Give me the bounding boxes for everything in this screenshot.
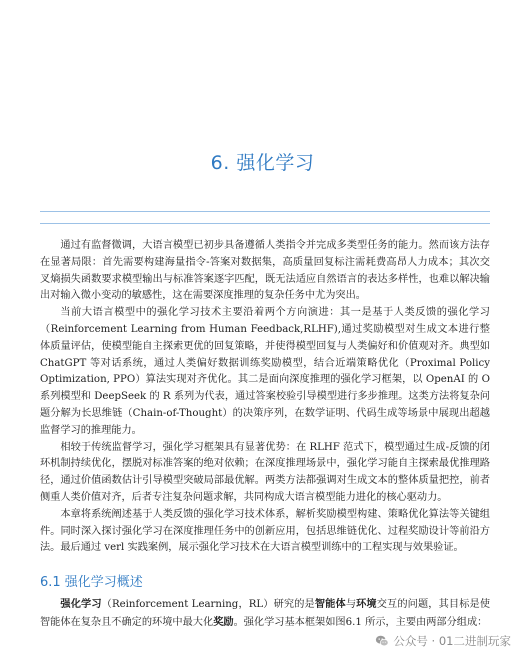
term-agent: 智能体	[314, 598, 346, 611]
term-reward: 奖励	[213, 615, 234, 628]
paragraph: 相较于传统监督学习，强化学习框架具有显著优势：在 RLHF 范式下，模型通过生成-反馈的闭环机制持续优化，摆脱对标准答案的绝对依赖；在深度推理场景中，强化学习能自主探索最优推理路径，通过价值函数估计引导模型突破局部最优解。两类方法都强调对生成文本的整体质量把控，前者侧重人类价值对齐，后者专注复杂问题求解，共同构成大语言模型能力进化的核心驱动力。	[40, 441, 490, 503]
intro-text: 交互的问题，其目标是使智能体在复杂且不确定的环境中最大化	[40, 599, 491, 628]
page-content	[40, 238, 490, 632]
divider-line	[40, 223, 490, 224]
term-rl: 强化学习	[60, 598, 102, 611]
section-intro-paragraph	[40, 596, 490, 632]
wechat-icon	[375, 634, 389, 648]
paragraph: 通过有监督微调，大语言模型已初步具备遵循人类指令并完成多类型任务的能力。然而该方法存在显著局限：首先需要构建海量指令-答案对数据集，高质量回复标注需耗费高昂人力成本；其次交叉熵损失函数要求模型输出与标准答案逐字匹配，既无法适应自然语言的表达多样性，也难以解决输出对输入微小变动的敏感性，这在需要深度推理的复杂任务中尤为突出。	[40, 240, 490, 302]
watermark	[375, 633, 511, 649]
chapter-title: 6. 强化学习	[210, 152, 315, 174]
divider-line	[40, 211, 490, 212]
paragraph: 本章将系统阐述基于人类反馈的强化学习技术体系，解析奖励模型构建、策略优化算法等关键组件。同时深入探讨强化学习在深度推理任务中的创新应用，包括思维链优化、过程奖励设计等前沿方法。最后通过 verl 实践案例，展示强化学习技术在大语言模型训练中的工程实现与效果验证。	[40, 508, 490, 554]
intro-text: （Reinforcement Learning，RL）研究的是	[101, 599, 315, 611]
intro-text: 。强化学习基本框架如图6.1 所示，主要由两部分组成：	[233, 616, 488, 628]
term-environment: 环境	[356, 598, 377, 611]
section-title: 6.1 强化学习概述	[40, 575, 143, 591]
paragraph: 当前大语言模型中的强化学习技术主要沿着两个方向演进：其一是基于人类反馈的强化学习（Reinforcement Learning from Human Feedback,RLHF),通过奖励模型对生成文本进行整体质量评估，使模型能自主探索更优的回复策略，并使得模型回复与人类偏好和价值观对齐。典型如 ChatGPT 等对话系统，通过人类偏好数据训练奖励模型，结合近端策略优化（Proximal Policy Optimization, PPO）算法实现对齐优化。其二是面向深度推理的强化学习框架，以 OpenAI 的 O 系列模型和 DeepSeek 的 R 系列为代表，通过答案校验引导模型进行多步推理。这类方法将复杂问题分解为长思维链（Chain-of-Thought）的决策序列，在数学证明、代码生成等场景中展现出超越监督学习的推理能力。	[40, 307, 490, 436]
intro-text: 与	[345, 599, 357, 611]
watermark-text: 公众号 · 01二进制玩家	[393, 634, 511, 648]
